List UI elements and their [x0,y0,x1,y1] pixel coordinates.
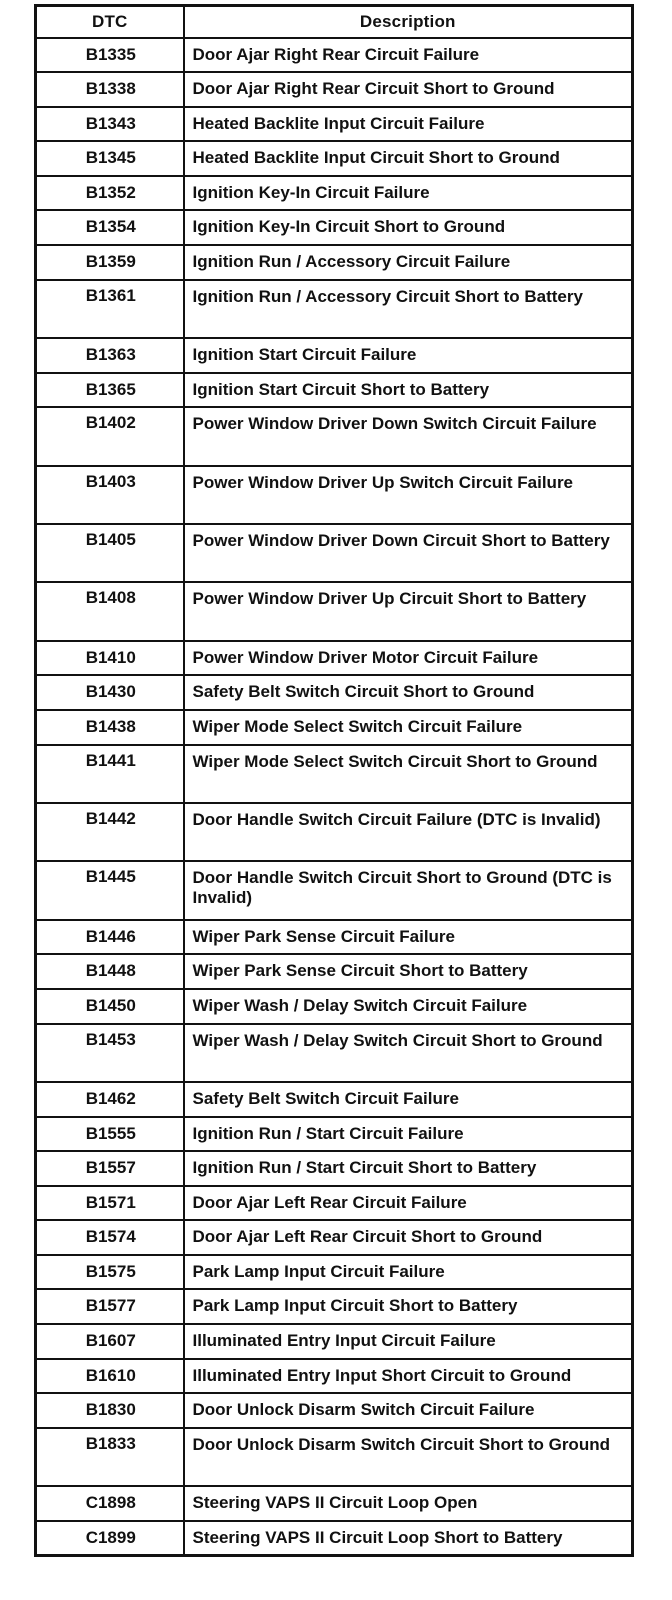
description-cell: Door Ajar Left Rear Circuit Short to Ground [184,1220,633,1255]
dtc-code-cell: B1575 [36,1255,184,1290]
description-cell: Ignition Run / Start Circuit Failure [184,1117,633,1152]
description-cell: Safety Belt Switch Circuit Failure [184,1082,633,1117]
table-row [36,1428,633,1486]
dtc-code-cell: B1453 [36,1024,184,1082]
table-row [36,745,633,803]
description-cell: Ignition Start Circuit Failure [184,338,633,373]
description-cell: Ignition Start Circuit Short to Battery [184,373,633,408]
description-cell: Power Window Driver Down Switch Circuit Failure [184,407,633,465]
description-cell: Wiper Wash / Delay Switch Circuit Failure [184,989,633,1024]
description-cell: Wiper Park Sense Circuit Failure [184,920,633,955]
description-cell: Power Window Driver Up Circuit Short to Battery [184,582,633,640]
description-cell: Steering VAPS II Circuit Loop Open [184,1486,633,1521]
dtc-code-cell: B1441 [36,745,184,803]
header-row [36,6,633,38]
dtc-code-cell: B1610 [36,1359,184,1394]
description-cell: Door Unlock Disarm Switch Circuit Failure [184,1393,633,1428]
table-row [36,280,633,338]
table-row [36,338,633,373]
dtc-code-cell: B1555 [36,1117,184,1152]
table-row [36,245,633,280]
table-row [36,989,633,1024]
description-cell: Door Ajar Right Rear Circuit Short to Ground [184,72,633,107]
table-row [36,861,633,919]
dtc-code-cell: B1365 [36,373,184,408]
description-cell: Power Window Driver Down Circuit Short to Battery [184,524,633,582]
dtc-code-cell: B1352 [36,176,184,211]
table-row [36,1255,633,1290]
description-cell: Steering VAPS II Circuit Loop Short to Battery [184,1521,633,1556]
description-cell: Ignition Key-In Circuit Failure [184,176,633,211]
table-row [36,1117,633,1152]
dtc-code-cell: B1462 [36,1082,184,1117]
table-body [36,38,633,1556]
dtc-code-cell: B1343 [36,107,184,142]
table-row [36,38,633,73]
table-row [36,1393,633,1428]
dtc-code-cell: B1448 [36,954,184,989]
description-cell: Safety Belt Switch Circuit Short to Ground [184,675,633,710]
dtc-table [34,4,634,1557]
dtc-code-cell: B1405 [36,524,184,582]
dtc-code-cell: B1338 [36,72,184,107]
table-row [36,373,633,408]
table-row [36,524,633,582]
table-row [36,710,633,745]
dtc-code-cell: B1446 [36,920,184,955]
dtc-code-cell: B1557 [36,1151,184,1186]
description-cell: Power Window Driver Up Switch Circuit Failure [184,466,633,524]
dtc-code-cell: B1445 [36,861,184,919]
table-row [36,72,633,107]
dtc-code-cell: B1442 [36,803,184,861]
dtc-code-cell: B1359 [36,245,184,280]
dtc-code-cell: B1430 [36,675,184,710]
dtc-code-cell: C1898 [36,1486,184,1521]
description-cell: Wiper Mode Select Switch Circuit Short to Ground [184,745,633,803]
table-row [36,641,633,676]
table-row [36,407,633,465]
table-row [36,675,633,710]
table-row [36,1220,633,1255]
description-cell: Heated Backlite Input Circuit Short to Ground [184,141,633,176]
description-cell: Park Lamp Input Circuit Short to Battery [184,1289,633,1324]
table-row [36,1289,633,1324]
dtc-code-cell: B1577 [36,1289,184,1324]
description-cell: Door Handle Switch Circuit Failure (DTC is Invalid) [184,803,633,861]
dtc-code-cell: B1410 [36,641,184,676]
description-cell: Ignition Run / Accessory Circuit Short to Battery [184,280,633,338]
description-cell: Door Handle Switch Circuit Short to Ground (DTC is Invalid) [184,861,633,919]
table-row [36,803,633,861]
table-row [36,1082,633,1117]
table-row [36,1359,633,1394]
description-cell: Illuminated Entry Input Circuit Failure [184,1324,633,1359]
table-row [36,920,633,955]
dtc-code-cell: B1571 [36,1186,184,1221]
table-row [36,1186,633,1221]
dtc-code-cell: B1354 [36,210,184,245]
table-row [36,954,633,989]
dtc-code-cell: B1607 [36,1324,184,1359]
description-cell: Power Window Driver Motor Circuit Failure [184,641,633,676]
table-row [36,1151,633,1186]
description-cell: Door Ajar Left Rear Circuit Failure [184,1186,633,1221]
dtc-code-cell: B1830 [36,1393,184,1428]
table-row [36,141,633,176]
dtc-code-cell: C1899 [36,1521,184,1556]
dtc-code-cell: B1403 [36,466,184,524]
description-cell: Ignition Key-In Circuit Short to Ground [184,210,633,245]
description-cell: Illuminated Entry Input Short Circuit to Ground [184,1359,633,1394]
table-row [36,210,633,245]
description-cell: Door Ajar Right Rear Circuit Failure [184,38,633,73]
dtc-code-cell: B1402 [36,407,184,465]
table-row [36,466,633,524]
description-cell: Wiper Wash / Delay Switch Circuit Short to Ground [184,1024,633,1082]
table-row [36,1521,633,1556]
dtc-code-cell: B1833 [36,1428,184,1486]
description-cell: Ignition Run / Accessory Circuit Failure [184,245,633,280]
dtc-code-cell: B1335 [36,38,184,73]
dtc-code-cell: B1408 [36,582,184,640]
description-cell: Heated Backlite Input Circuit Failure [184,107,633,142]
description-cell: Wiper Mode Select Switch Circuit Failure [184,710,633,745]
table-row [36,1024,633,1082]
table-row [36,107,633,142]
dtc-code-cell: B1450 [36,989,184,1024]
dtc-code-cell: B1345 [36,141,184,176]
description-column-header: Description [184,6,633,38]
table-row [36,1324,633,1359]
table-row [36,176,633,211]
table-row [36,1486,633,1521]
dtc-column-header: DTC [36,6,184,38]
dtc-code-cell: B1574 [36,1220,184,1255]
dtc-code-cell: B1363 [36,338,184,373]
description-cell: Ignition Run / Start Circuit Short to Battery [184,1151,633,1186]
table-header [36,6,633,38]
dtc-code-cell: B1361 [36,280,184,338]
description-cell: Park Lamp Input Circuit Failure [184,1255,633,1290]
dtc-code-cell: B1438 [36,710,184,745]
description-cell: Door Unlock Disarm Switch Circuit Short to Ground [184,1428,633,1486]
table-row [36,582,633,640]
description-cell: Wiper Park Sense Circuit Short to Battery [184,954,633,989]
